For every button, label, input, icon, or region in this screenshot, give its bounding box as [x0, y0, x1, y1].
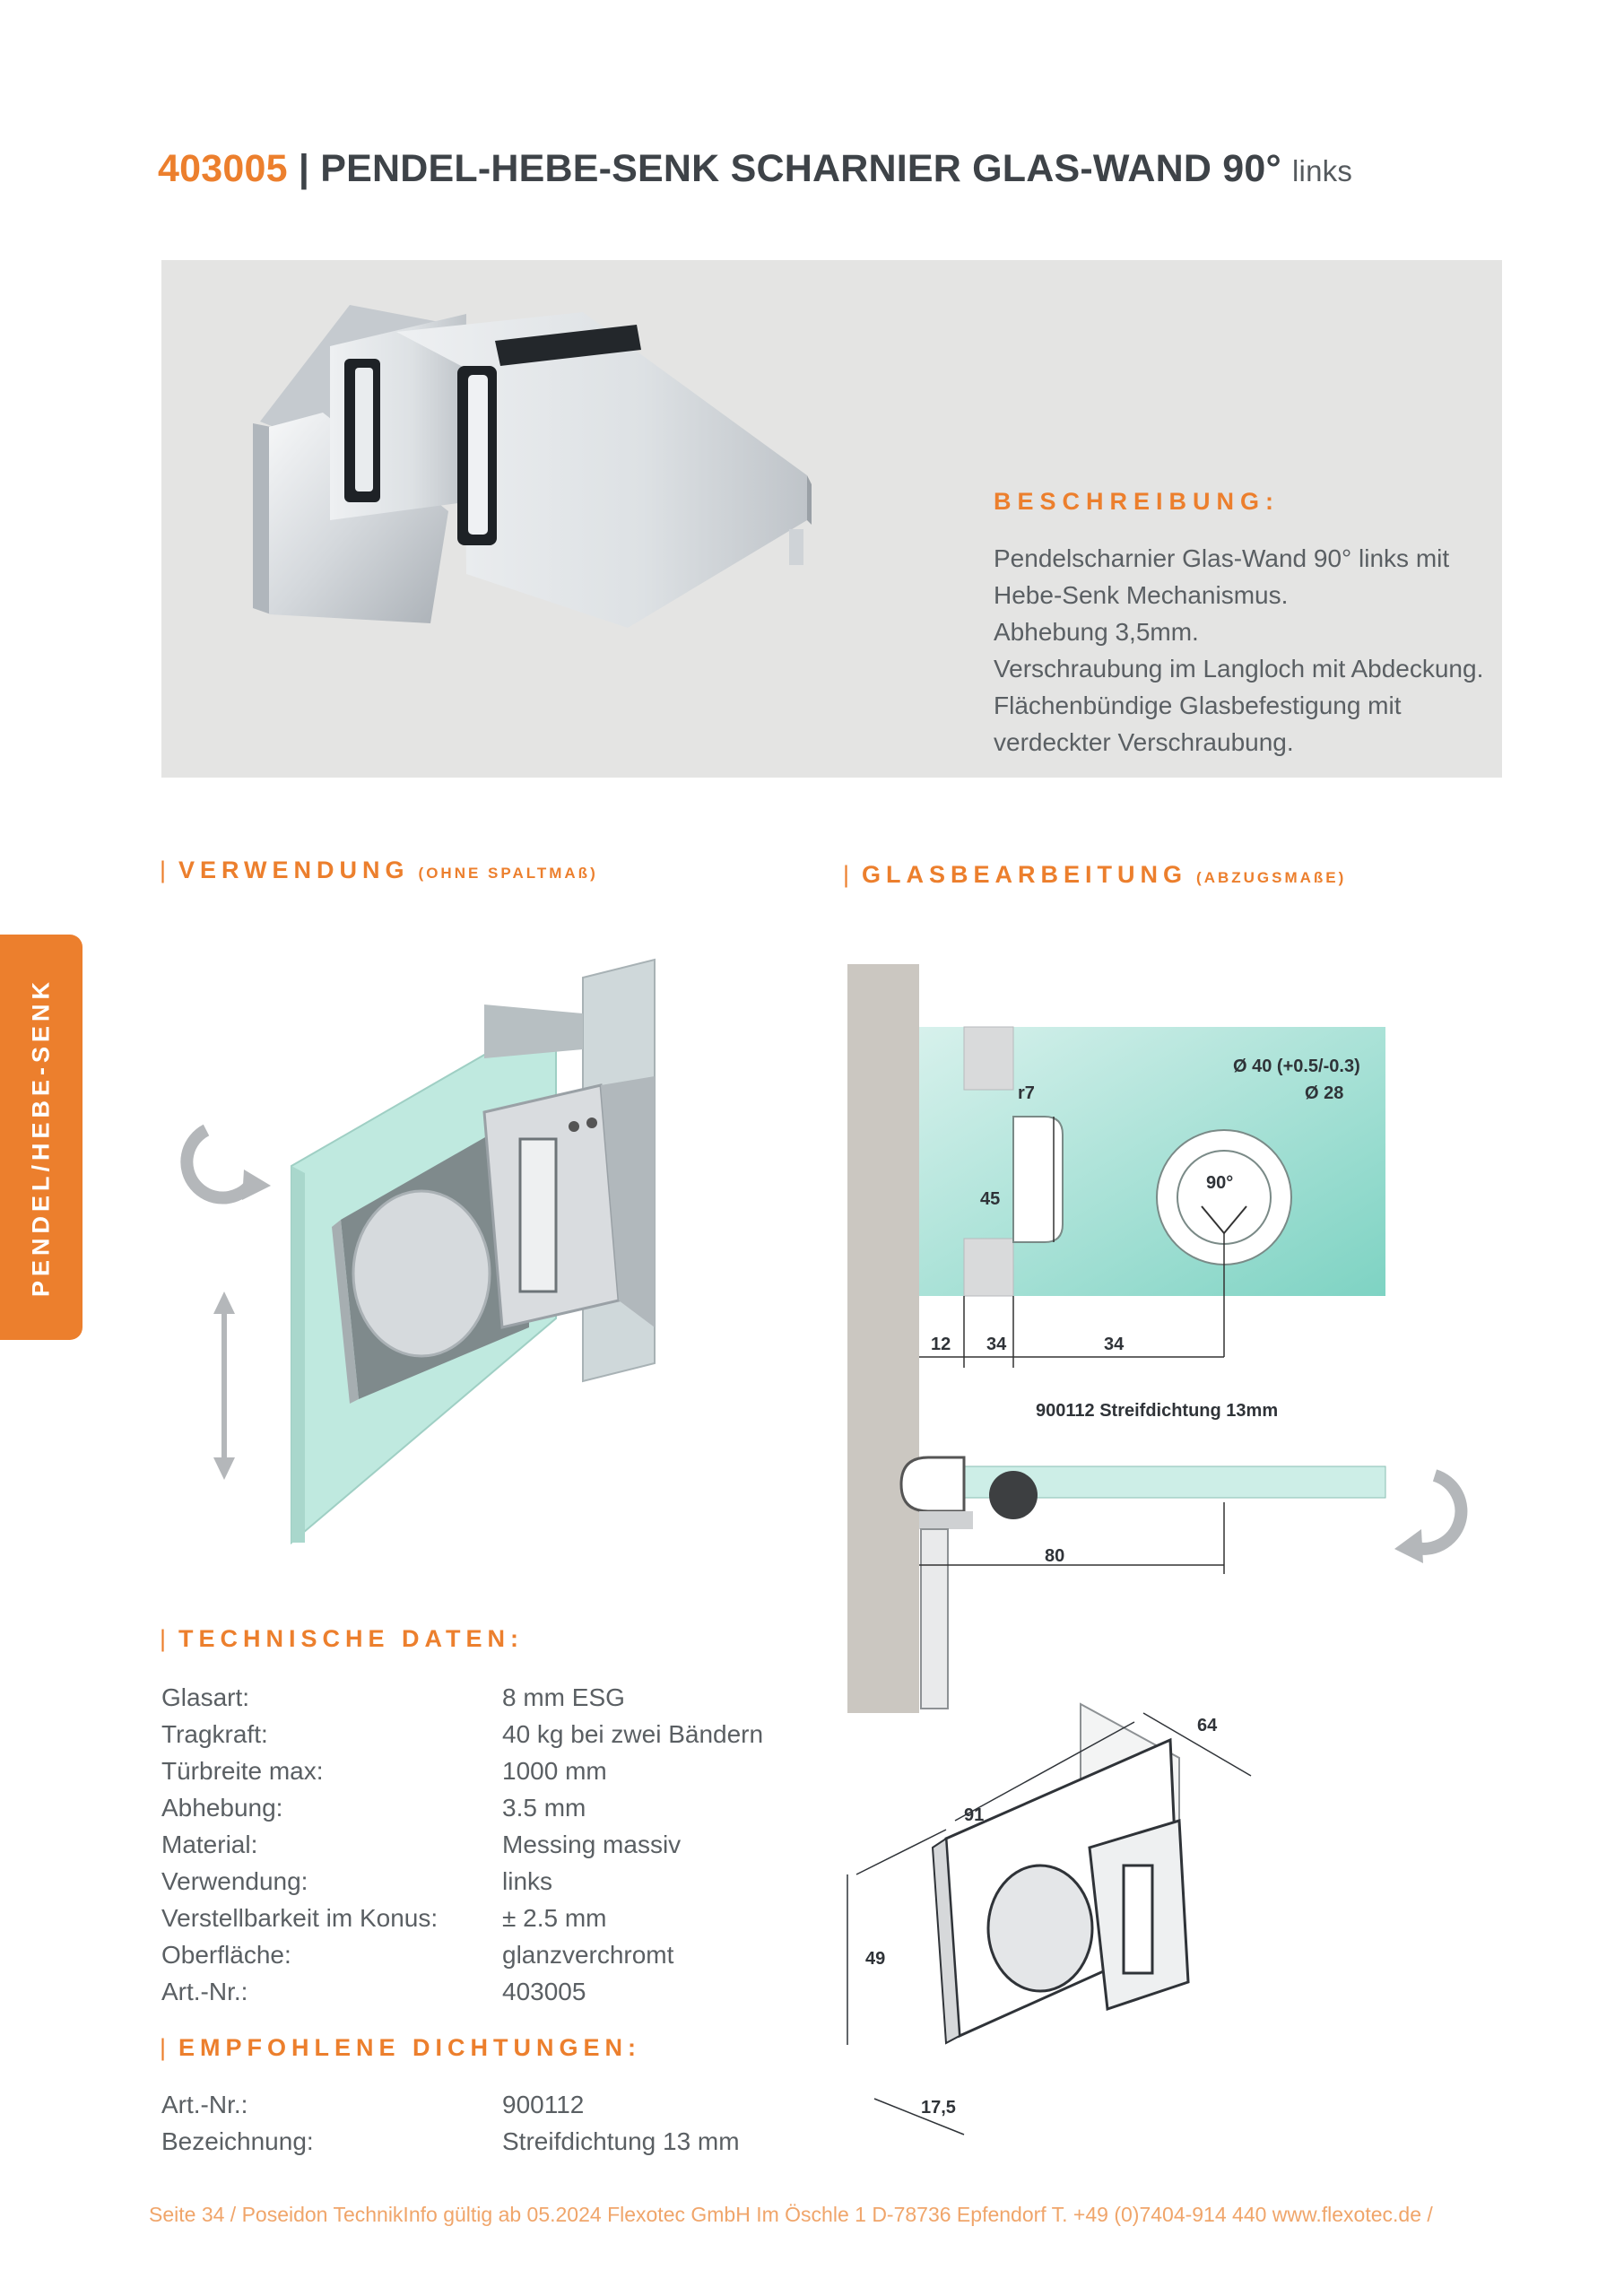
seal-value: Streifdichtung 13 mm — [502, 2127, 740, 2155]
table-row — [161, 1679, 763, 1716]
description-line: Hebe-Senk Mechanismus. — [994, 581, 1289, 609]
table-row — [161, 1789, 763, 1826]
lift-arrow-icon — [213, 1292, 235, 1480]
dim-34a: 34 — [986, 1335, 1007, 1354]
seals-table — [161, 2086, 740, 2160]
seal-label: 900112 Streifdichtung 13mm — [1036, 1401, 1279, 1421]
dim-r7: r7 — [1018, 1083, 1035, 1103]
tech-value: glanzverchromt — [502, 1941, 674, 1969]
dim-45: 45 — [980, 1189, 1001, 1209]
tech-value: Messing massiv — [502, 1831, 682, 1858]
tech-value: 8 mm ESG — [502, 1683, 625, 1711]
description-line: Verschraubung im Langloch mit Abdeckung. — [994, 655, 1484, 683]
glass-heading-label: GLASBEARBEITUNG — [862, 861, 1188, 888]
page-title — [158, 147, 1352, 191]
tech-key: Türbreite max: — [161, 1757, 324, 1785]
category-tab — [0, 935, 83, 1340]
dim-34b: 34 — [1104, 1335, 1125, 1354]
table-row — [161, 2086, 740, 2123]
seals-heading — [160, 2034, 641, 2062]
glass-clamp-disc — [353, 1191, 490, 1356]
heading-pipe: | — [160, 1625, 167, 1652]
product-title: PENDEL-HEBE-SENK SCHARNIER GLAS-WAND 90° — [320, 147, 1281, 190]
seals-heading-label: EMPFOHLENE DICHTUNGEN: — [178, 2034, 642, 2061]
tech-value: links — [502, 1867, 553, 1895]
usage-illustration — [152, 951, 780, 1543]
tech-value: 1000 mm — [502, 1757, 607, 1785]
description-line: Flächenbündige Glasbefestigung mit — [994, 691, 1402, 719]
hinge-3d-drawing — [838, 1686, 1341, 2188]
description-heading: BESCHREIBUNG: — [994, 488, 1281, 515]
dim-angle: 90° — [1206, 1173, 1234, 1193]
table-row — [161, 1936, 763, 1973]
dim-91: 91 — [964, 1805, 985, 1825]
heading-pipe: | — [843, 861, 850, 888]
tech-key: Material: — [161, 1831, 258, 1858]
seal-key: Art.-Nr.: — [161, 2091, 248, 2118]
tech-heading-label: TECHNISCHE DATEN: — [178, 1625, 525, 1652]
table-row — [161, 1973, 763, 2010]
table-row — [161, 1716, 763, 1752]
tech-key: Oberfläche: — [161, 1941, 291, 1969]
tech-value: 3.5 mm — [502, 1794, 586, 1822]
tech-heading — [160, 1625, 524, 1653]
seal-value: 900112 — [502, 2091, 585, 2118]
usage-heading-sub: (OHNE SPALTMAß) — [418, 865, 598, 882]
title-separator: | — [298, 147, 310, 190]
rotate-arrow-icon — [187, 1130, 271, 1200]
tech-key: Tragkraft: — [161, 1720, 268, 1748]
tech-key: Art.-Nr.: — [161, 1978, 248, 2005]
page-footer: Seite 34 / Poseidon TechnikInfo gültig ab 05.2024 Flexotec GmbH Im Öschle 1 D-78736 Epfendorf T. +49 (0)7404-914 440 www.flexotec.de / — [149, 2203, 1433, 2226]
table-row — [161, 1752, 763, 1789]
heading-pipe: | — [160, 2034, 167, 2061]
hinge-photo — [253, 305, 812, 628]
table-row — [161, 1863, 763, 1900]
wall-section — [847, 964, 919, 1713]
glass-heading — [843, 861, 1346, 889]
description-text — [994, 540, 1496, 761]
description-line: Abhebung 3,5mm. — [994, 618, 1199, 646]
glass-heading-sub: (ABZUGSMAßE) — [1196, 869, 1347, 886]
glass-processing-drawing — [838, 955, 1520, 1700]
heading-pipe: | — [160, 857, 167, 883]
tech-key: Verwendung: — [161, 1867, 308, 1895]
description-line: verdeckter Verschraubung. — [994, 728, 1294, 756]
dim-80: 80 — [1045, 1546, 1065, 1566]
tech-value: 403005 — [502, 1978, 586, 2005]
table-row — [161, 1900, 763, 1936]
dim-d28: Ø 28 — [1305, 1083, 1344, 1103]
dim-d40: Ø 40 (+0.5/-0.3) — [1233, 1057, 1360, 1076]
seal-key: Bezeichnung: — [161, 2127, 314, 2155]
dim-64: 64 — [1197, 1716, 1218, 1735]
clamp-disc — [988, 1866, 1092, 1991]
category-tab-label: PENDEL/HEBE-SENK — [27, 977, 55, 1298]
table-row — [161, 1826, 763, 1863]
product-side: links — [1292, 154, 1353, 187]
tech-value: 40 kg bei zwei Bändern — [502, 1720, 764, 1748]
tech-key: Verstellbarkeit im Konus: — [161, 1904, 439, 1932]
article-number: 403005 — [158, 147, 288, 190]
usage-heading — [160, 857, 598, 884]
tech-data-table — [161, 1679, 763, 2010]
tech-value: ± 2.5 mm — [502, 1904, 607, 1932]
tech-key: Abhebung: — [161, 1794, 283, 1822]
usage-heading-label: VERWENDUNG — [178, 857, 410, 883]
rotate-arrow-icon — [1394, 1475, 1461, 1563]
seal-profile — [989, 1471, 1038, 1519]
tech-key: Glasart: — [161, 1683, 250, 1711]
dim-17-5: 17,5 — [921, 2098, 956, 2118]
dim-12: 12 — [931, 1335, 951, 1354]
description-line: Pendelscharnier Glas-Wand 90° links mit — [994, 544, 1450, 572]
table-row — [161, 2123, 740, 2160]
dim-49: 49 — [865, 1949, 886, 1969]
